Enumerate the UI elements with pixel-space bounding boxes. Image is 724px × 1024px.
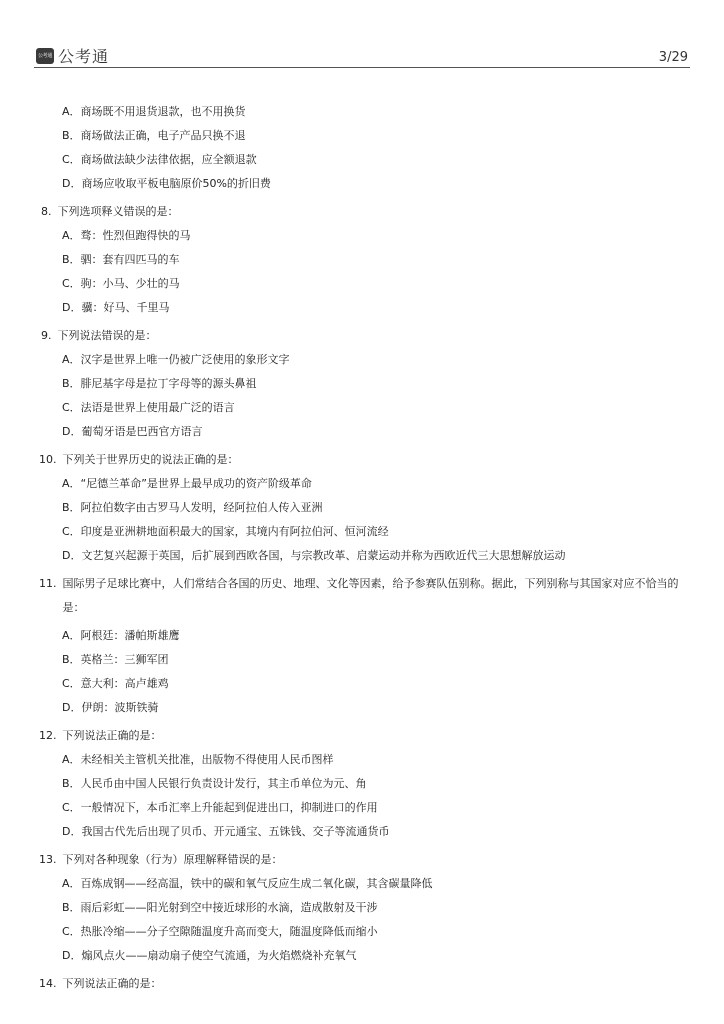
question-8 xyxy=(0,204,724,316)
question-stem: 下列选项释义错误的是： xyxy=(57,205,179,218)
question-number: 10. xyxy=(39,453,57,466)
question-14 xyxy=(0,976,724,992)
question-option[interactable]: D．煽风点火——扇动扇子使空气流通，为火焰燃烧补充氧气 xyxy=(62,949,357,962)
question-option[interactable]: C．商场做法缺少法律依据，应全额退款 xyxy=(62,153,257,166)
question-option[interactable]: B．驷：套有四匹马的车 xyxy=(62,253,180,266)
question-stem: 下列说法错误的是： xyxy=(57,329,157,342)
question-option[interactable]: C．热胀冷缩——分子空隙随温度升高而变大，随温度降低而缩小 xyxy=(62,925,378,938)
logo-text: 公考通 xyxy=(58,47,110,66)
question-number: 13. xyxy=(39,853,57,866)
question-number: 8. xyxy=(41,205,52,218)
question-option[interactable]: D．骥：好马、千里马 xyxy=(62,301,170,314)
question-number: 12. xyxy=(39,729,57,742)
question-10 xyxy=(0,452,724,564)
question-option[interactable]: B．英格兰：三狮军团 xyxy=(62,653,169,666)
page-indicator: 3/29 xyxy=(658,50,688,65)
question-option[interactable]: C．意大利：高卢雄鸡 xyxy=(62,677,169,690)
question-stem: 下列对各种现象（行为）原理解释错误的是： xyxy=(62,853,283,866)
question-option[interactable]: D．葡萄牙语是巴西官方语言 xyxy=(62,425,203,438)
question-option[interactable]: A．骛：性烈但跑得快的马 xyxy=(62,229,191,242)
question-stem: 下列说法正确的是： xyxy=(62,729,162,742)
question-number: 9. xyxy=(41,329,52,342)
question-13 xyxy=(0,852,724,964)
question-option[interactable]: C．驹：小马、少壮的马 xyxy=(62,277,180,290)
question-number: 14. xyxy=(39,977,57,990)
question-11 xyxy=(0,576,724,716)
question-option[interactable]: B．人民币由中国人民银行负责设计发行，其主币单位为元、角 xyxy=(62,777,367,790)
question-option[interactable]: A．百炼成钢——经高温，铁中的碳和氧气反应生成二氧化碳，其含碳量降低 xyxy=(62,877,433,890)
question-stem: 国际男子足球比赛中，人们常结合各国的历史、地理、文化等因素，给予参赛队伍别称。据此，下列别称与其国家对应不恰当的是： xyxy=(62,577,679,614)
question-option[interactable]: D．伊朗：波斯铁骑 xyxy=(62,701,159,714)
question-stem: 下列关于世界历史的说法正确的是： xyxy=(62,453,239,466)
question-option[interactable]: A．阿根廷：潘帕斯雄鹰 xyxy=(62,629,180,642)
question-9 xyxy=(0,328,724,440)
question-option[interactable]: C．一般情况下，本币汇率上升能起到促进出口，抑制进口的作用 xyxy=(62,801,378,814)
question-option[interactable]: B．雨后彩虹——阳光射到空中接近球形的水滴，造成散射及干涉 xyxy=(62,901,378,914)
question-option[interactable]: C．印度是亚洲耕地面积最大的国家，其境内有阿拉伯河、恒河流经 xyxy=(62,525,389,538)
question-option[interactable]: A．未经相关主管机关批准，出版物不得使用人民币图样 xyxy=(62,753,334,766)
question-option[interactable]: B．阿拉伯数字由古罗马人发明，经阿拉伯人传入亚洲 xyxy=(62,501,323,514)
question-stem: 下列说法正确的是： xyxy=(62,977,162,990)
question-option[interactable]: D．商场应收取平板电脑原价50%的折旧费 xyxy=(62,177,271,190)
question-option[interactable]: B．商场做法正确，电子产品只换不退 xyxy=(62,129,246,142)
header-divider xyxy=(34,67,690,68)
question-option[interactable]: B．腓尼基字母是拉丁字母等的源头鼻祖 xyxy=(62,377,257,390)
brand-logo xyxy=(36,44,109,67)
question-12 xyxy=(0,728,724,840)
logo-mark-icon: 公考通 xyxy=(36,48,54,64)
question-option[interactable]: A．商场既不用退货退款，也不用换货 xyxy=(62,105,246,118)
question-option[interactable]: C．法语是世界上使用最广泛的语言 xyxy=(62,401,235,414)
question-option[interactable]: D．我国古代先后出现了贝币、开元通宝、五铢钱、交子等流通货币 xyxy=(62,825,390,838)
question-list xyxy=(0,104,724,992)
question-option[interactable]: A．“尼德兰革命”是世界上最早成功的资产阶级革命 xyxy=(62,477,312,490)
question-7-continued xyxy=(0,104,724,192)
question-option[interactable]: A．汉字是世界上唯一仍被广泛使用的象形文字 xyxy=(62,353,290,366)
question-number: 11. xyxy=(39,577,57,590)
question-option[interactable]: D．文艺复兴起源于英国，后扩展到西欧各国，与宗教改革、启蒙运动并称为西欧近代三大思想解放运动 xyxy=(62,549,566,562)
